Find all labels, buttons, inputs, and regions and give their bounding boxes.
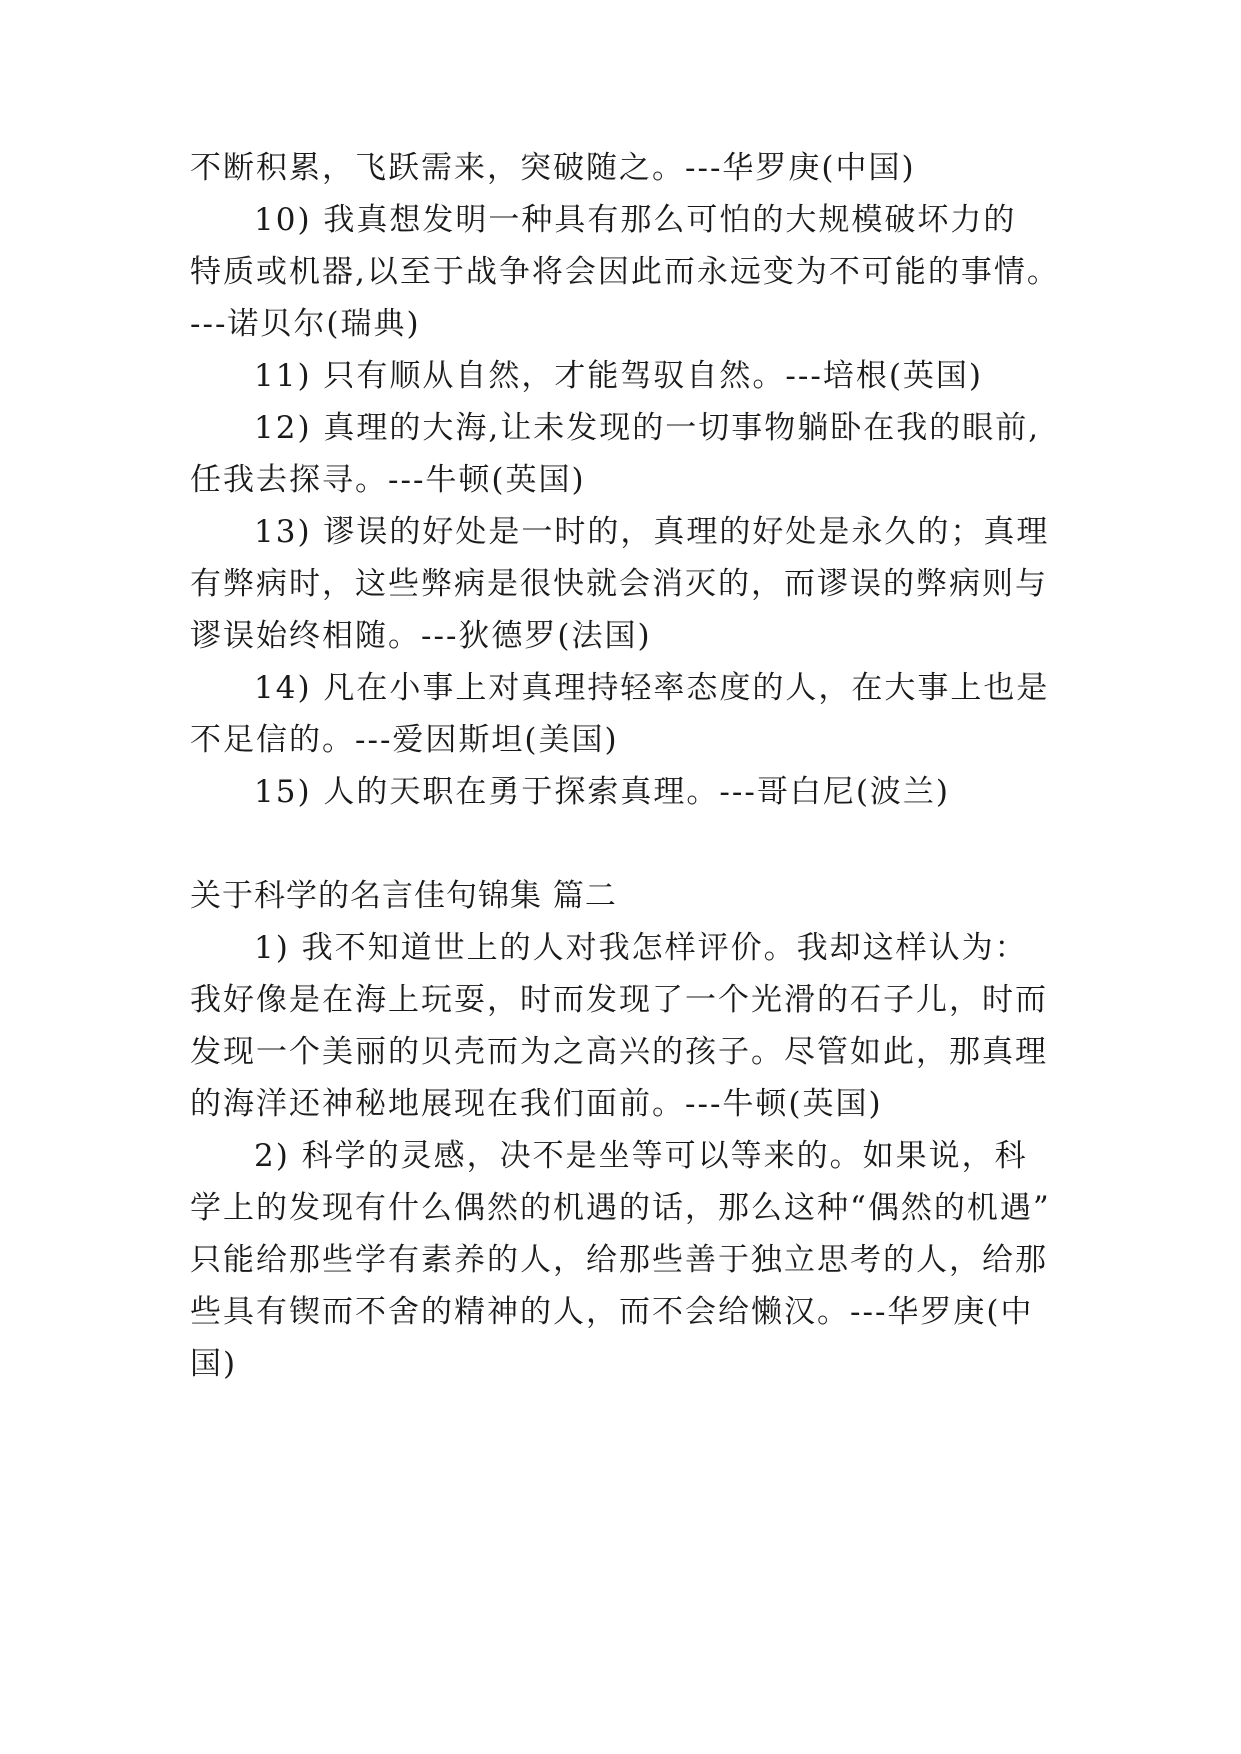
paragraph-line: 发现一个美丽的贝壳而为之高兴的孩子。尽管如此，那真理	[190, 1034, 1048, 1070]
paragraph-line: 我好像是在海上玩耍，时而发现了一个光滑的石子儿，时而	[190, 982, 1048, 1018]
quote-11-line: 11) 只有顺从自然，才能驾驭自然。---培根(英国)	[254, 358, 984, 394]
paragraph-line: 不足信的。---爱因斯坦(美国)	[190, 722, 619, 758]
quote-12-line: 12) 真理的大海,让未发现的一切事物躺卧在我的眼前,	[254, 410, 1041, 446]
paragraph-line: ---诺贝尔(瑞典)	[190, 306, 421, 342]
quote-14-line: 14) 凡在小事上对真理持轻率态度的人，在大事上也是	[254, 670, 1050, 706]
paragraph-line: 的海洋还神秘地展现在我们面前。---牛顿(英国)	[190, 1086, 883, 1122]
paragraph-line: 国)	[190, 1346, 238, 1382]
quote-2-line: 2) 科学的灵感，决不是坐等可以等来的。如果说，科	[254, 1138, 1028, 1174]
quote-1-line: 1) 我不知道世上的人对我怎样评价。我却这样认为：	[254, 930, 1028, 966]
quote-13-line: 13) 谬误的好处是一时的，真理的好处是永久的；真理	[254, 514, 1050, 550]
paragraph-line: 些具有锲而不舍的精神的人，而不会给懒汉。---华罗庚(中	[190, 1294, 1034, 1330]
paragraph-line: 学上的发现有什么偶然的机遇的话，那么这种“偶然的机遇”	[190, 1190, 1051, 1226]
quote-15-line: 15) 人的天职在勇于探索真理。---哥白尼(波兰)	[254, 774, 951, 810]
paragraph-line: 谬误始终相随。---狄德罗(法国)	[190, 618, 652, 654]
paragraph-line: 特质或机器,以至于战争将会因此而永远变为不可能的事情。	[190, 254, 1060, 290]
quote-10-line: 10) 我真想发明一种具有那么可怕的大规模破坏力的	[254, 202, 1017, 238]
paragraph-line: 不断积累，飞跃需来，突破随之。---华罗庚(中国)	[190, 150, 916, 186]
paragraph-line: 只能给那些学有素养的人，给那些善于独立思考的人，给那	[190, 1242, 1048, 1278]
paragraph-line: 有弊病时，这些弊病是很快就会消灭的，而谬误的弊病则与	[190, 566, 1048, 602]
section-heading: 关于科学的名言佳句锦集 篇二	[190, 878, 617, 914]
paragraph-line: 任我去探寻。---牛顿(英国)	[190, 462, 586, 498]
